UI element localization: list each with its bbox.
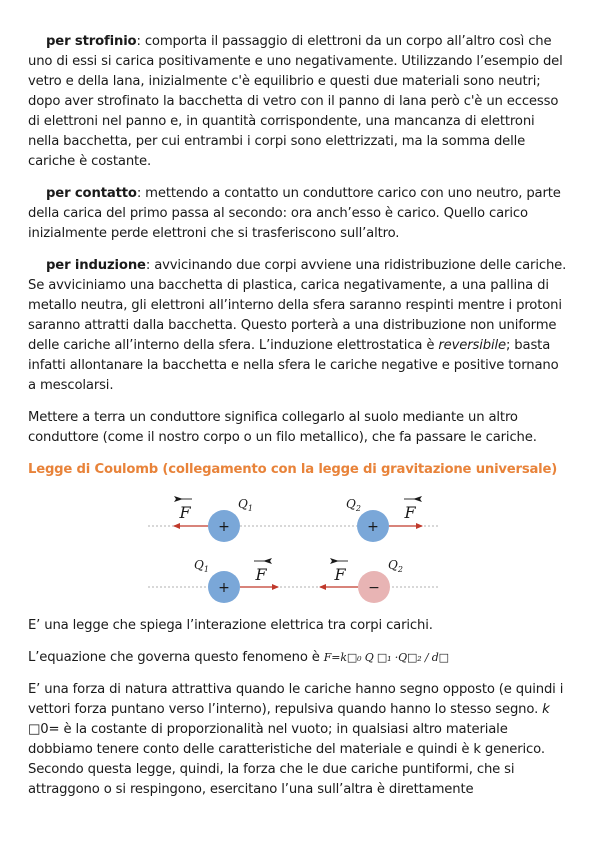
text-force-nature-2: □0= è la costante di proporzionalità nel vuoto; in qualsiasi altro materiale dobbiamo tenere conto delle caratteristiche del materiale e quindi è k generico. Secondo questa legge, quindi, la forza che le due cariche puntiformi, che si attraggono o si respingono, esercitano l’una sull’altra è direttamente [28,722,545,797]
force-label-left-row1: F [179,503,191,522]
term-reversibile: reversibile [438,338,506,353]
term-strofinio: per strofinio [46,34,137,49]
paragraph-equation [28,648,568,668]
section-heading-coulomb: Legge di Coulomb (collegamento con la legge di gravitazione universale) [28,462,558,477]
q1-subscript-row1: 1 [247,504,253,513]
text-induzione-1: : avvicinando due corpi avviene una ridistribuzione delle cariche. Se avviciniamo una bacchetta di plastica, carica negativamente, a una pallina di metallo neutra, gli elettroni all’interno della sfera saranno respinti mentre i protoni saranno attratti dalla bacchetta. Questo porterà a una distribuzione non uniforme delle cariche all’interno della sfera. L’induzione elettrostatica è [28,258,567,353]
text-contatto: : mettendo a contatto un conduttore carico con uno neutro, parte della carica del primo passa al secondo: ora anch’esso è carico. Quello carico inizialmente perde elettroni che si trasferiscono sull’altro. [28,186,561,241]
force-label-right-row1: F [404,503,416,522]
minus-sign-q2-row2: − [368,580,380,596]
q2-subscript-row1: 2 [355,504,361,513]
text-force-nature-1: E’ una forza di natura attrattiva quando le cariche hanno segno opposto (e quindi i vettori forza puntano verso l’interno), repulsiva quando hanno lo stesso segno. [28,682,564,717]
force-label-left-row2: F [334,565,346,584]
paragraph-force-nature [28,680,568,800]
paragraph-contatto [28,184,568,244]
q2-label-row1 [346,497,361,513]
text-strofinio: : comporta il passaggio di elettroni da un corpo all’altro così che uno di essi si carica positivamente e uno negativamente. Utilizzando l’esempio del vetro e della lana, inizialmente c'è equilibrio e questi due materiali sono neutri; dopo aver strofinato la bacchetta di vetro con il panno di lana però c'è un eccesso di elettroni nel panno e, in quantità corrispondente, una mancanza di elettroni nella bacchetta, per cui entrambi i corpi sono elettrizzati, ma la somma delle cariche è costante. [28,34,563,169]
equation-intro: L’equazione che governa questo fenomeno è [28,650,324,665]
paragraph-strofinio [28,32,568,172]
q1-label-row2 [194,558,209,574]
paragraph-induzione [28,256,568,396]
plus-sign-q1-row1: + [218,519,230,535]
constant-k: k [542,702,550,717]
page-content [28,32,568,800]
q1-subscript-row2: 1 [203,565,209,574]
q2-letter-row1: Q [346,497,356,511]
q1-label-row1 [238,497,253,513]
plus-sign-q1-row2: + [218,580,230,596]
q1-letter-row1: Q [238,497,248,511]
q2-subscript-row2: 2 [397,565,403,574]
paragraph-messa-a-terra: Mettere a terra un conduttore significa collegarlo al suolo mediante un altro conduttore (come il nostro corpo o un filo metallico), che fa passare le cariche. [28,410,537,445]
coulomb-figure [28,492,568,608]
q1-letter-row2: Q [194,558,204,572]
coulomb-equation: F=k□₀ Q □₁ ·Q□₂ / d□ [323,651,449,664]
q2-letter-row2: Q [388,558,398,572]
q2-label-row2 [388,558,403,574]
plus-sign-q2-row1: + [367,519,379,535]
text-induzione-2: ; basta infatti allontanare la bacchetta e nella sfera le cariche negative e positive tornano a mescolarsi. [28,338,559,393]
coulomb-diagram [28,492,568,608]
paragraph-definition: E’ una legge che spiega l’interazione elettrica tra corpi carichi. [28,618,433,633]
force-label-right-row2: F [255,565,267,584]
term-induzione: per induzione [46,258,146,273]
term-contatto: per contatto [46,186,137,201]
